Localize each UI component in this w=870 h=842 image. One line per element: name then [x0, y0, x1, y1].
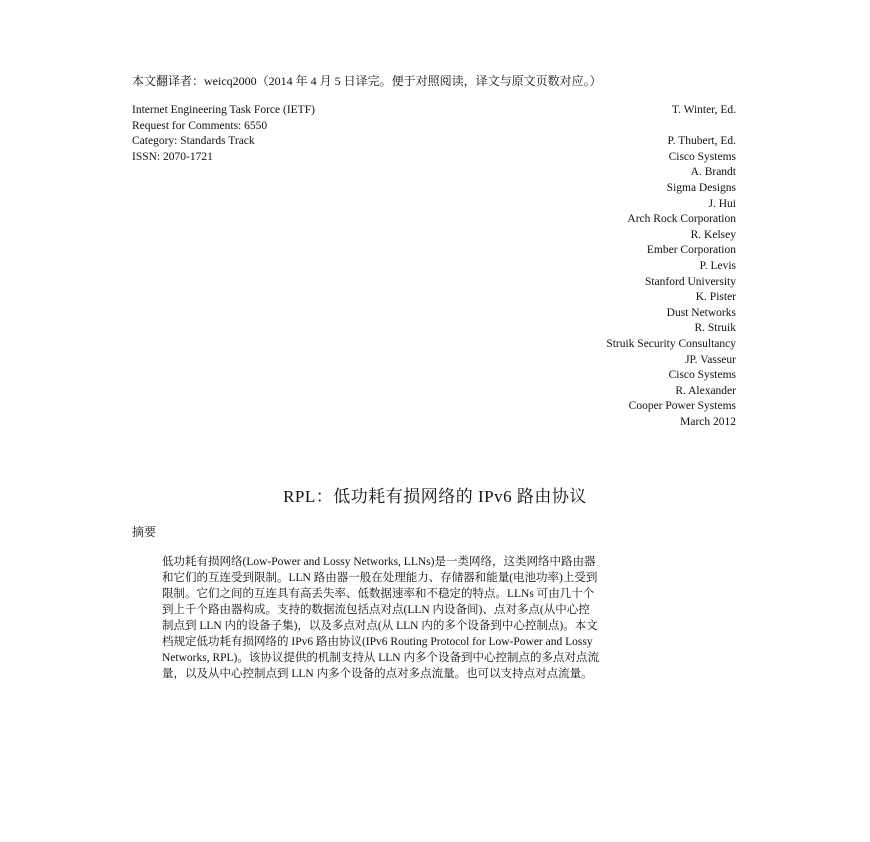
header-author-editor: T. Winter, Ed. — [671, 104, 736, 116]
publication-date: March 2012 — [680, 415, 736, 428]
author-line: JP. Vasseur — [685, 353, 736, 366]
header-category: Category: Standards Track — [132, 135, 255, 147]
author-line: Cisco Systems — [668, 369, 736, 382]
author-line: Sigma Designs — [666, 181, 736, 194]
header-authors-block — [606, 103, 736, 430]
abstract-line: 量，以及从中心控制点到 LLN 内多个设备的点对多点流量。也可以支持点对点流量。 — [162, 668, 593, 680]
author-line: K. Pister — [695, 291, 736, 304]
translator-note: 本文翻译者：weicq2000（2014 年 4 月 5 日译完。便于对照阅读，译文与原文页数对应。） — [132, 74, 602, 88]
author-line: P. Thubert, Ed. — [667, 135, 736, 148]
abstract-line: 和它们的互连受到限制。LLN 路由器一般在处理能力、存储器和能量(电池功率)上受到 — [162, 572, 598, 584]
author-line: Dust Networks — [666, 306, 736, 319]
abstract-heading: 摘要 — [132, 525, 157, 539]
document-title: RPL：低功耗有损网络的 IPv6 路由协议 — [283, 487, 587, 506]
author-line: R. Struik — [694, 322, 736, 335]
header-left-block — [132, 103, 315, 165]
author-line: P. Levis — [699, 259, 736, 272]
author-line: R. Alexander — [675, 384, 736, 397]
author-line: Ember Corporation — [646, 244, 736, 257]
author-line: J. Hui — [708, 197, 736, 210]
abstract-line: Networks, RPL)。该协议提供的机制支持从 LLN 内多个设备到中心控制点的多点对点流 — [162, 652, 599, 664]
author-line: Arch Rock Corporation — [627, 213, 736, 226]
header-spacer — [606, 119, 736, 135]
abstract-line: 到上千个路由器构成。支持的数据流包括点对点(LLN 内设备间)、点对多点(从中心控 — [162, 604, 590, 616]
abstract-line: 限制。它们之间的互连具有高丢失率、低数据速率和不稳定的特点。LLNs 可由几十个 — [162, 588, 595, 600]
header-issn: ISSN: 2070-1721 — [132, 150, 213, 163]
author-line: R. Kelsey — [690, 228, 736, 241]
abstract-paragraph — [162, 554, 742, 682]
abstract-line: 制点到 LLN 内的设备子集)，以及多点对点(从 LLN 内的多个设备到中心控制点)。本文 — [162, 620, 598, 632]
header-rfc-number: Request for Comments: 6550 — [132, 119, 268, 132]
abstract-line: 档规定低功耗有损网络的 IPv6 路由协议(IPv6 Routing Protocol for Low-Power and Lossy — [162, 636, 593, 648]
author-line: A. Brandt — [690, 166, 736, 179]
author-line: Stanford University — [644, 275, 736, 288]
author-line: Struik Security Consultancy — [606, 337, 736, 350]
author-line: Cisco Systems — [668, 150, 736, 163]
abstract-line: 低功耗有损网络(Low-Power and Lossy Networks, LLNs)是一类网络，这类网络中路由器 — [162, 556, 596, 568]
author-line: Cooper Power Systems — [628, 400, 736, 413]
header-organization: Internet Engineering Task Force (IETF) — [132, 104, 315, 116]
